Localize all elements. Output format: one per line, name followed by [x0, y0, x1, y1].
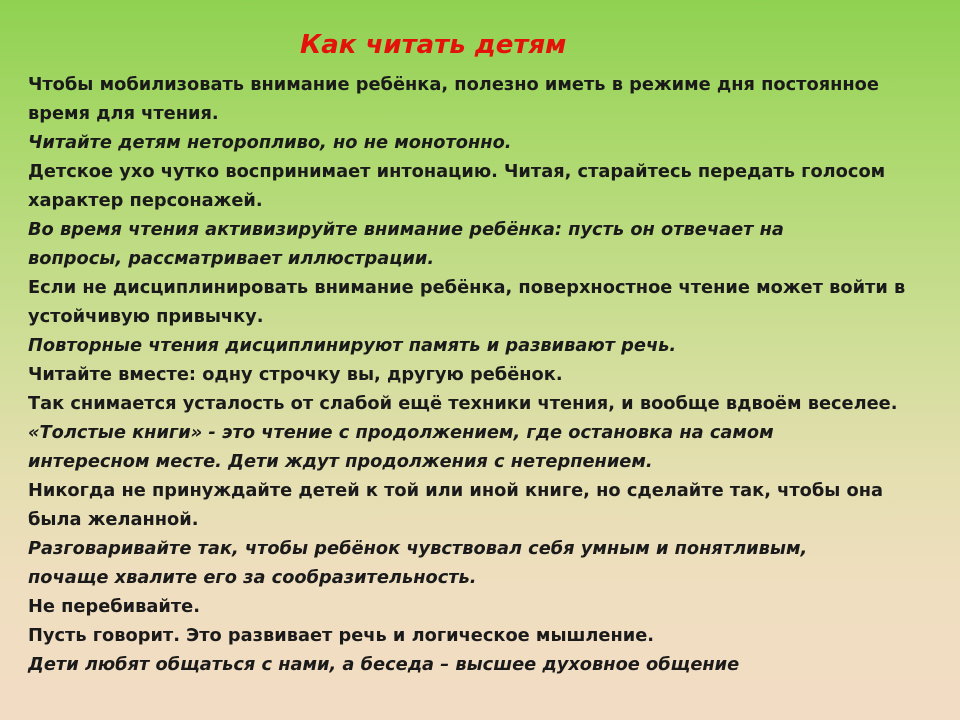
text-line: время для чтения. [28, 103, 219, 124]
text-line: характер персонажей. [28, 190, 263, 211]
text-line: Если не дисциплинировать внимание ребёнка, поверхностное чтение может войти в [28, 277, 906, 298]
text-line: была желанной. [28, 509, 199, 530]
text-line: вопросы, рассматривает иллюстрации. [28, 248, 435, 269]
text-line: почаще хвалите его за сообразительность. [28, 567, 477, 588]
text-line: Во время чтения активизируйте внимание ребёнка: пусть он отвечает на [28, 219, 784, 240]
text-line: Разговаривайте так, чтобы ребёнок чувствовал себя умным и понятливым, [28, 538, 808, 559]
text-line: интересном месте. Дети ждут продолжения с нетерпением. [28, 451, 653, 472]
text-line: Пусть говорит. Это развивает речь и логическое мышление. [28, 625, 655, 646]
text-line: устойчивую привычку. [28, 306, 264, 327]
text-line: Детское ухо чутко воспринимает интонацию. Читая, старайтесь передать голосом [28, 161, 886, 182]
text-line: Чтобы мобилизовать внимание ребёнка, полезно иметь в режиме дня постоянное [28, 74, 879, 95]
text-line: Повторные чтения дисциплинируют память и развивают речь. [28, 335, 677, 356]
text-line: Читайте вместе: одну строчку вы, другую ребёнок. [28, 364, 563, 385]
text-line: Не перебивайте. [28, 596, 200, 617]
text-line: Никогда не принуждайте детей к той или иной книге, но сделайте так, чтобы она [28, 480, 884, 501]
text-line: Дети любят общаться с нами, а беседа – высшее духовное общение [28, 654, 740, 675]
text-line: Так снимается усталость от слабой ещё техники чтения, и вообще вдвоём веселее. [28, 393, 898, 414]
slide-body [28, 70, 938, 679]
text-line: Читайте детям неторопливо, но не монотонно. [28, 132, 512, 153]
slide-title: Как читать детям [300, 30, 567, 60]
text-line: «Толстые книги» - это чтение с продолжением, где остановка на самом [28, 422, 774, 443]
